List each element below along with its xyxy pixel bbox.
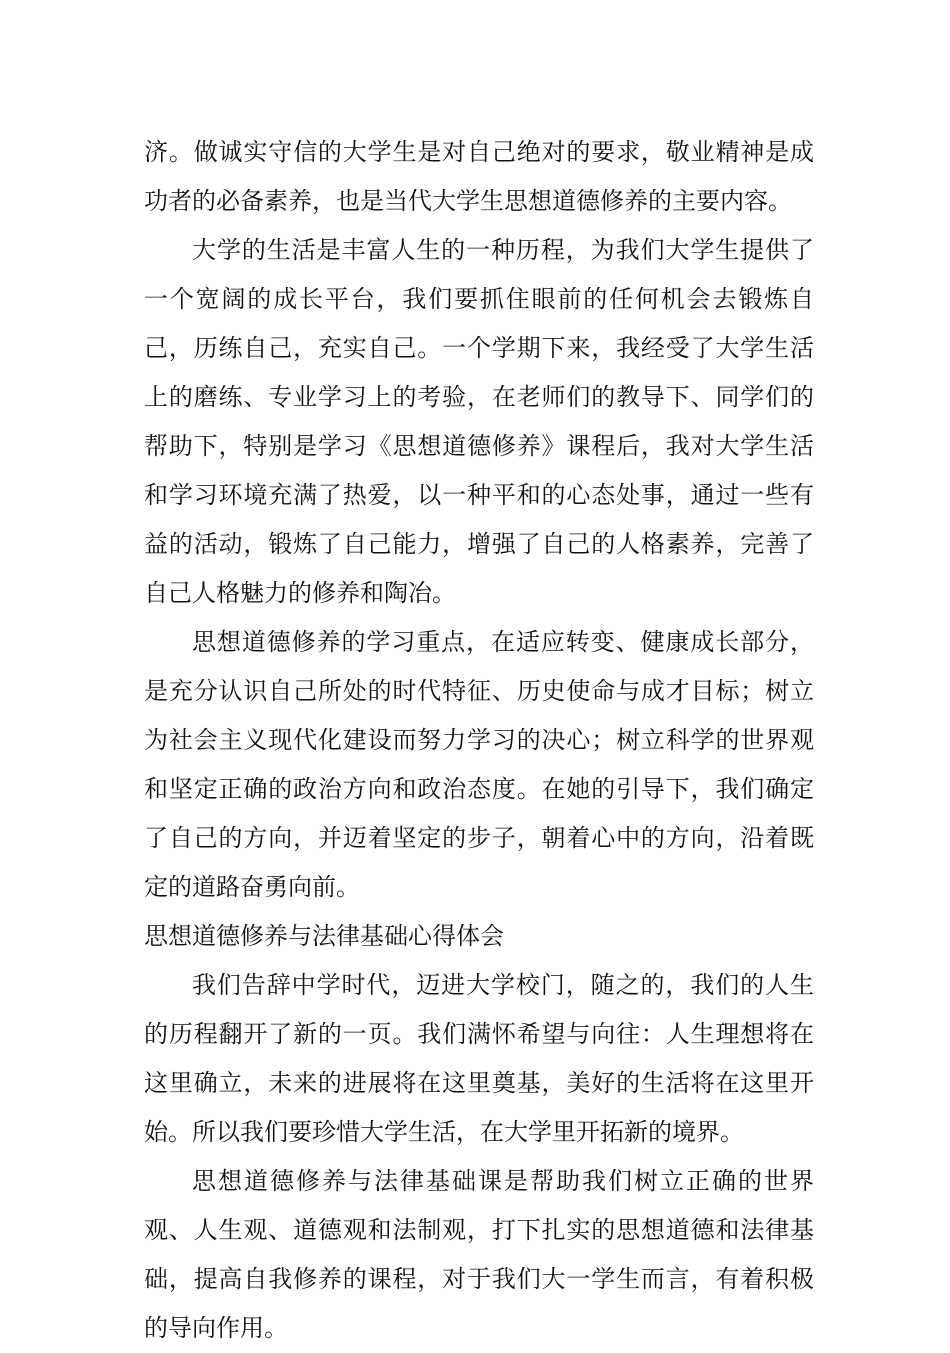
section-heading: 思想道德修养与法律基础心得体会	[144, 922, 504, 950]
paragraph-study-focus: 思想道德修养的学习重点，在适应转变、健康成长部分，是充分认识自己所处的时代特征、历史使命与成才目标；树立为社会主义现代化建设而努力学习的决心；树立科学的世界观和坚定正确的政治方向和政治态度。在她的引导下，我们确定了自己的方向，并迈着坚定的步子，朝着心中的方向，沿着既定的道路奋勇向前。	[144, 628, 814, 901]
paragraph-continuation: 济。做诚实守信的大学生是对自己绝对的要求，敬业精神是成功者的必备素养，也是当代大学生思想道德修养的主要内容。	[144, 138, 814, 215]
paragraph-university-life: 大学的生活是丰富人生的一种历程，为我们大学生提供了一个宽阔的成长平台，我们要抓住眼前的任何机会去锻炼自己，历练自己，充实自己。一个学期下来，我经受了大学生活上的磨练、专业学习上的考验，在老师们的教导下、同学们的帮助下，特别是学习《思想道德修养》课程后，我对大学生活和学习环境充满了热爱，以一种平和的心态处事，通过一些有益的活动，锻炼了自己能力，增强了自己的人格素养，完善了自己人格魅力的修养和陶冶。	[144, 236, 814, 607]
document-body	[144, 128, 814, 1353]
paragraph-farewell-middle-school: 我们告辞中学时代，迈进大学校门，随之的，我们的人生的历程翻开了新的一页。我们满怀希望与向往：人生理想将在这里确立，未来的进展将在这里奠基，美好的生活将在这里开始。所以我们要珍惜大学生活，在大学里开拓新的境界。	[144, 971, 814, 1146]
paragraph-course-purpose: 思想道德修养与法律基础课是帮助我们树立正确的世界观、人生观、道德观和法制观，打下扎实的思想道德和法律基础，提高自我修养的课程，对于我们大一学生而言，有着积极的导向作用。	[144, 1167, 814, 1342]
